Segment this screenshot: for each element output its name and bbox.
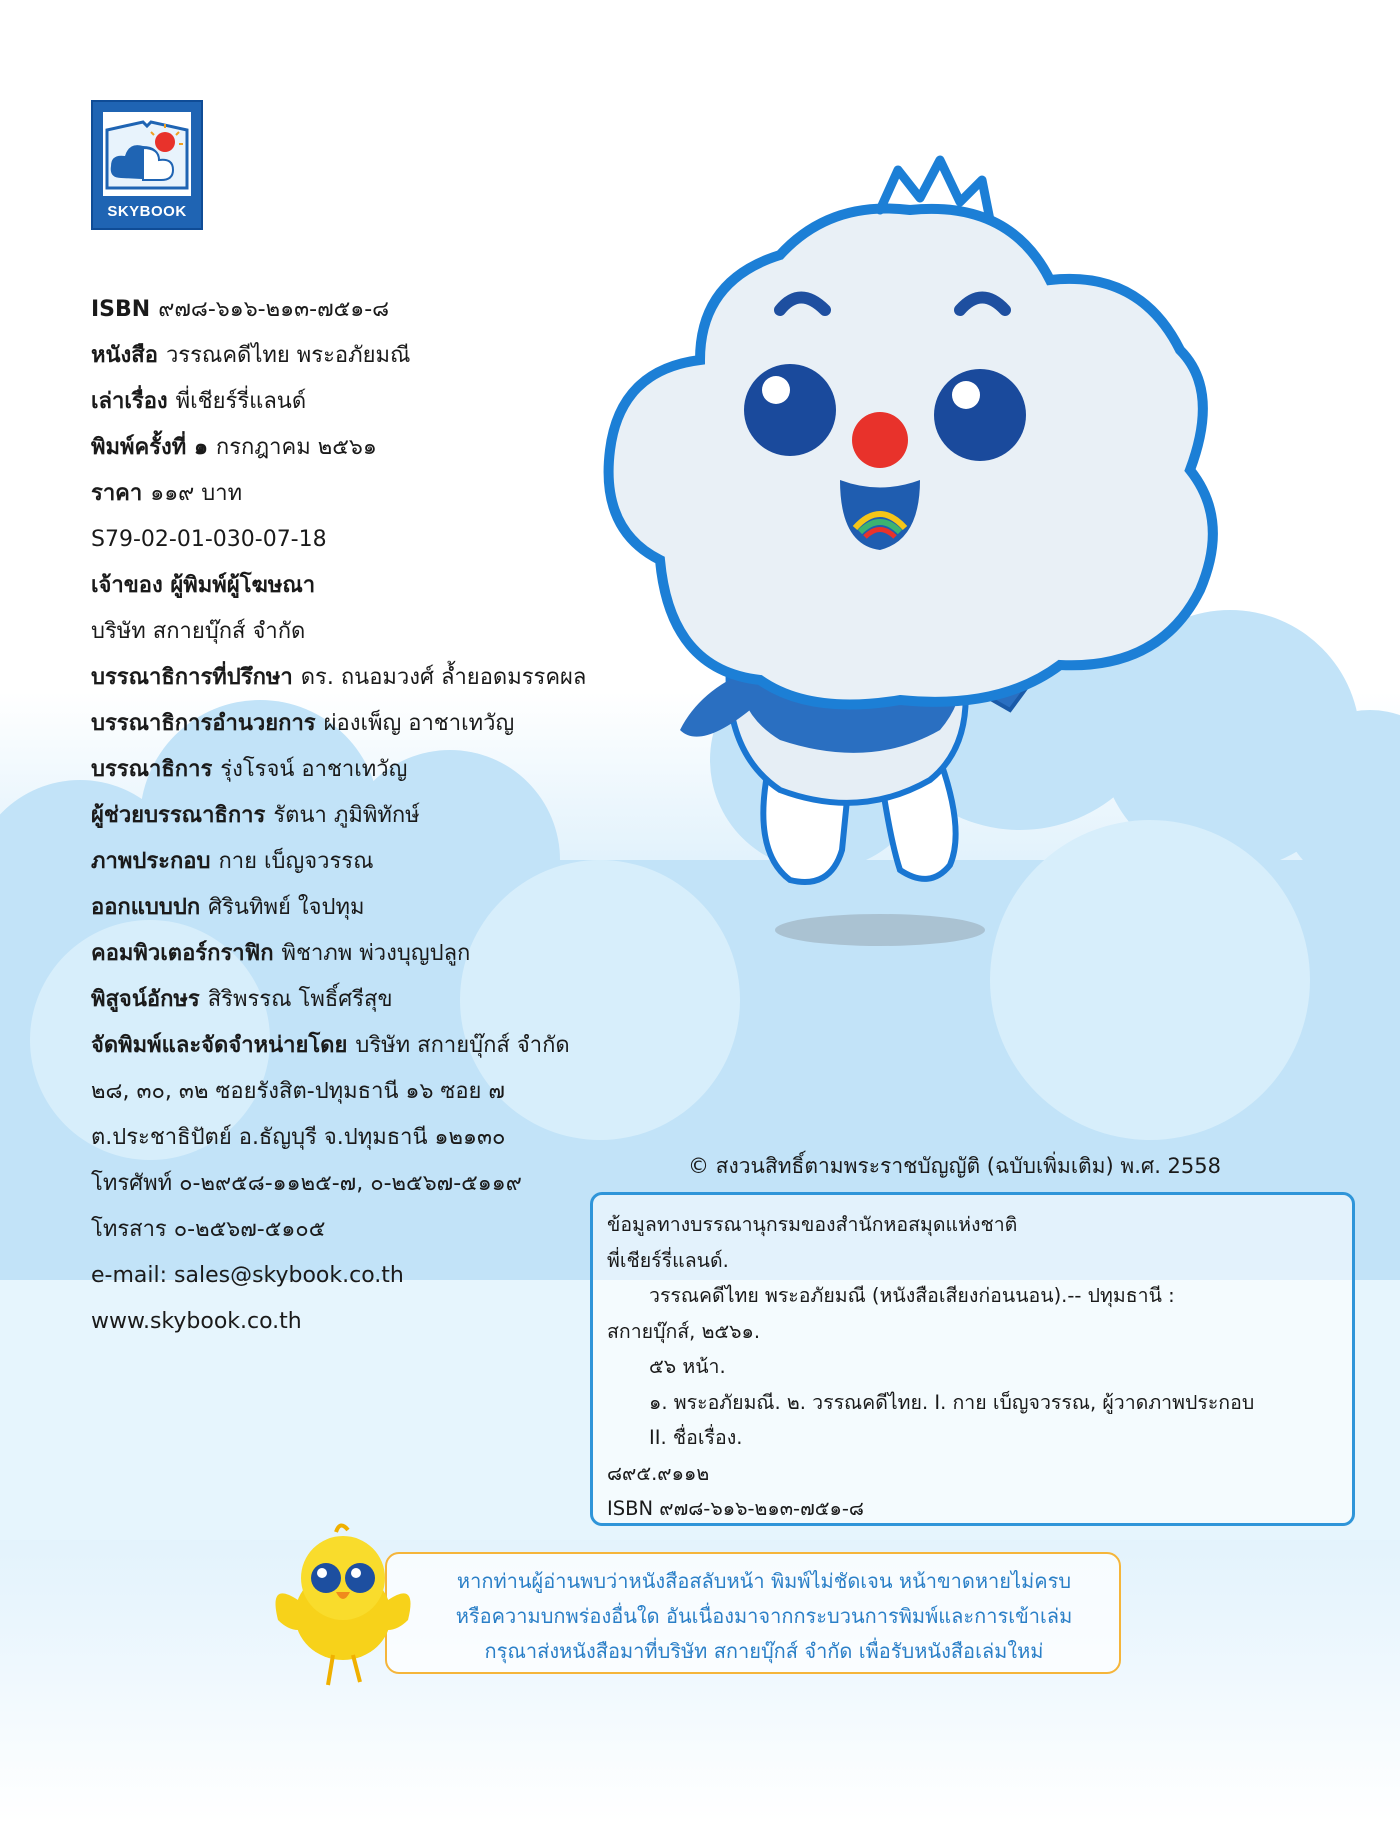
colophon-advisor: บรรณาธิการที่ปรึกษา ดร. ถนอมวงศ์ ล้ำยอดมรรคผล [91,665,587,690]
colophon-phone: โทรศัพท์ ๐-๒๙๕๘-๑๑๒๕-๗, ๐-๒๕๖๗-๕๑๑๙ [91,1171,522,1196]
colophon-illustrator: ภาพประกอบ กาย เบ็ญจวรรณ [91,849,374,874]
bird-mascot-icon [268,1520,418,1690]
colophon-narrator: เล่าเรื่อง พี่เชียร์รี่แลนด์ [91,389,307,414]
cip-catalog-box [590,1192,1355,1526]
colophon-proofreader: พิสูจน์อักษร สิริพรรณ โพธิ์ศรีสุข [91,987,393,1012]
cip-pages: ๕๖ หน้า. [649,1355,726,1378]
copyright-notice: © สงวนสิทธิ์ตามพระราชบัญญัติ (ฉบับเพิ่มเติม) พ.ศ. 2558 [688,1154,1221,1178]
colophon-director: บรรณาธิการอำนวยการ ผ่องเพ็ญ อาชาเทวัญ [91,711,515,736]
cip-isbn: ISBN ๙๗๘-๖๑๖-๒๑๓-๗๕๑-๘ [607,1497,864,1520]
colophon-email: e-mail: sales@skybook.co.th [91,1263,404,1288]
colophon-cover-design: ออกแบบปก ศิรินทิพย์ ใจปทุม [91,895,365,920]
notice-line: กรุณาส่งหนังสือมาที่บริษัท สกายบุ๊กส์ จำกัด เพื่อรับหนังสือเล่มใหม่ [484,1639,1044,1663]
colophon-graphics: คอมพิวเตอร์กราฟิก พิชาภพ พ่วงบุญปลูก [91,941,471,966]
colophon-address-1: ๒๘, ๓๐, ๓๒ ซอยรังสิต-ปทุมธานี ๑๖ ซอย ๗ [91,1079,505,1104]
cloud-mascot-illustration [580,150,1320,970]
cip-publisher: สกายบุ๊กส์, ๒๕๖๑. [607,1319,761,1343]
skybook-logo [91,100,203,230]
cip-title: วรรณคดีไทย พระอภัยมณี (หนังสือเสียงก่อนนอน).-- ปทุมธานี : [649,1284,1175,1307]
cip-classification: ๘๙๕.๙๑๑๒ [607,1461,710,1485]
colophon-fax: โทรสาร ๐-๒๕๖๗-๕๑๐๕ [91,1217,326,1242]
book-cloud-icon [103,112,191,196]
colophon-editor: บรรณาธิการ รุ่งโรจน์ อาชาเทวัญ [91,757,408,782]
defect-notice-box [385,1552,1121,1674]
cip-subjects: ๑. พระอภัยมณี. ๒. วรรณคดีไทย. I. กาย เบ็ญจวรรณ, ผู้วาดภาพประกอบ [649,1390,1255,1414]
colophon-owner: เจ้าของ ผู้พิมพ์ผู้โฆษณา [91,573,316,598]
cip-heading: ข้อมูลทางบรรณานุกรมของสำนักหอสมุดแห่งชาติ [607,1213,1018,1236]
notice-line: หรือความบกพร่องอื่นใด อันเนื่องมาจากกระบวนการพิมพ์และการเข้าเล่ม [455,1604,1073,1628]
notice-line: หากท่านผู้อ่านพบว่าหนังสือสลับหน้า พิมพ์ไม่ชัดเจน หน้าขาดหายไม่ครบ [456,1569,1072,1593]
cip-author: พี่เชียร์รี่แลนด์. [607,1248,729,1272]
colophon-price: ราคา ๑๑๙ บาท [91,481,243,506]
colophon-title: หนังสือ วรรณคดีไทย พระอภัยมณี [91,343,411,368]
colophon-edition: พิมพ์ครั้งที่ ๑ กรกฎาคม ๒๕๖๑ [91,435,377,460]
colophon-distributor: จัดพิมพ์และจัดจำหน่ายโดย บริษัท สกายบุ๊กส์ จำกัด [91,1033,570,1058]
colophon-company: บริษัท สกายบุ๊กส์ จำกัด [91,619,306,644]
cip-title-entry: II. ชื่อเรื่อง. [649,1426,743,1449]
colophon-assistant-editor: ผู้ช่วยบรรณาธิการ รัตนา ภูมิพิทักษ์ [91,803,420,828]
colophon-address-2: ต.ประชาธิปัตย์ อ.ธัญบุรี จ.ปทุมธานี ๑๒๑๓๐ [91,1125,506,1150]
colophon-website: www.skybook.co.th [91,1309,302,1334]
colophon-code: S79-02-01-030-07-18 [91,527,327,552]
logo-text: SKYBOOK [107,203,187,220]
colophon-isbn: ISBN ๙๗๘-๖๑๖-๒๑๓-๗๕๑-๘ [91,297,390,322]
